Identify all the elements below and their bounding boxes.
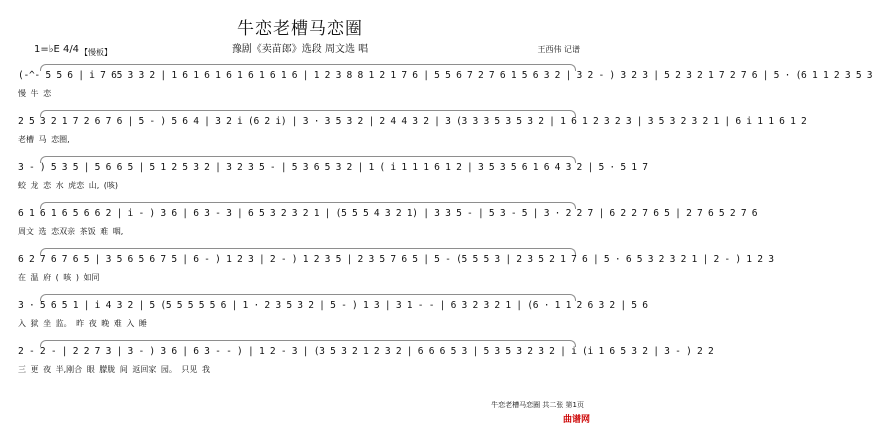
page-footer: 牛恋老槽马恋圈 共二张 第1页 [491, 401, 584, 409]
key-signature: 1=♭E 4/4 [34, 44, 80, 55]
lyrics-line: 在 温 府 ( 咳 ) 如同 [18, 273, 100, 282]
site-logo: 曲谱网 [562, 415, 590, 425]
notation-line: 3 - ) 5 3 5 | 5 6 6 5 | 5 1 2 5 3 2 | 3 2 3 5 - | 5 3 6 5 3 2 | 1 ( i 1 1 1 6 1 2 | 3 5 3 5 6 1 6 4 3 2 | 5 · 5 1 7 [18, 162, 648, 173]
subtitle: 豫剧《卖苗郎》选段 周文选 唱 [231, 44, 369, 55]
score-row [18, 254, 774, 290]
score-row [18, 208, 758, 244]
lyrics-line: 入 狱 坐 监。 昨 夜 晚 难 入 睡 [18, 319, 147, 328]
notation-line: (-^- 5 5 6 | i 7 65 3 3 2 | 1 6 1 6 1 6 1 6 1 6 1 6 | 1 2 3 8 8 1 2 1 7 6 | 5 5 6 7 2 7 6 1 5 6 3 2 | 3 2 - ) 3 2 3 | 5 2 3 2 1 7 2 7 6 | 5 · (6 1 1 2 3 5 3 [18, 70, 872, 81]
notation-line: 6 1 6 1 6 5 6 6 2 | i - ) 3 6 | 6 3 - 3 | 6 5 3 2 3 2 1 | (5 5 5 4 3 2 1) | 3 3 5 - | 5 3 - 5 | 3 · 2 2 7 | 6 2 2 7 6 5 | 2 7 6 5 2 7 6 [18, 208, 758, 219]
score-row [18, 116, 807, 152]
score-row [18, 300, 648, 336]
notation-line: 6 2 7 6 7 6 5 | 3 5 6 5 6 7 5 | 6 - ) 1 2 3 | 2 - ) 1 2 3 5 | 2 3 5 7 6 5 | 5 - (5 5 5 3 | 2 3 5 2 1 7 6 | 5 · 6 5 3 2 3 2 1 | 2 - ) 1 2 3 [18, 254, 774, 265]
notation-line: 3 · 5 6 5 1 | i 4 3 2 | 5 (5 5 5 5 5 6 | 1 · 2 3 5 3 2 | 5 - ) 1 3 | 3 1 - - | 6 3 2 3 2 1 | (6 · 1 1 2 6 3 2 | 5 6 [18, 300, 648, 311]
lyrics-line: 慢 牛 恋 [18, 89, 52, 98]
lyrics-line: 周文 选 恋双亲 茶饭 难 咽, [18, 227, 124, 236]
recorder-credit: 王西伟 记谱 [537, 45, 580, 54]
score-row [18, 162, 648, 198]
lyrics-line: 三 更 夜 半,刚合 眼 朦胧 间 返回家 园。 只见 我 [18, 365, 210, 374]
score-row [18, 346, 714, 382]
lyrics-line: 蛟 龙 恋 水 虎恋 山, (咳) [18, 181, 119, 190]
notation-line: 2 5 3 2 1 7 2 6 7 6 | 5 - ) 5 6 4 | 3 2 i (6 2 i) | 3 · 3 5 3 2 | 2 4 4 3 2 | 3 (3 3 3 5 3 5 3 2 | 1 6 1 2 3 2 3 | 3 5 3 2 3 2 1 | 6 i 1 1 6 1 2 [18, 116, 807, 127]
score-row [18, 70, 872, 106]
tempo-marking: 【慢板】 [80, 48, 112, 57]
notation-line: 2 - 2 - | 2 2 7 3 | 3 - ) 3 6 | 6 3 - - ) | 1 2 - 3 | (3 5 3 2 1 2 3 2 | 6 6 6 5 3 | 5 3 5 3 2 3 2 | i (i 1 6 5 3 2 | 3 - ) 2 2 [18, 346, 714, 357]
page-title: 牛恋老槽马恋圈 [237, 19, 363, 39]
lyrics-line: 老槽 马 恋圈, [18, 135, 70, 144]
